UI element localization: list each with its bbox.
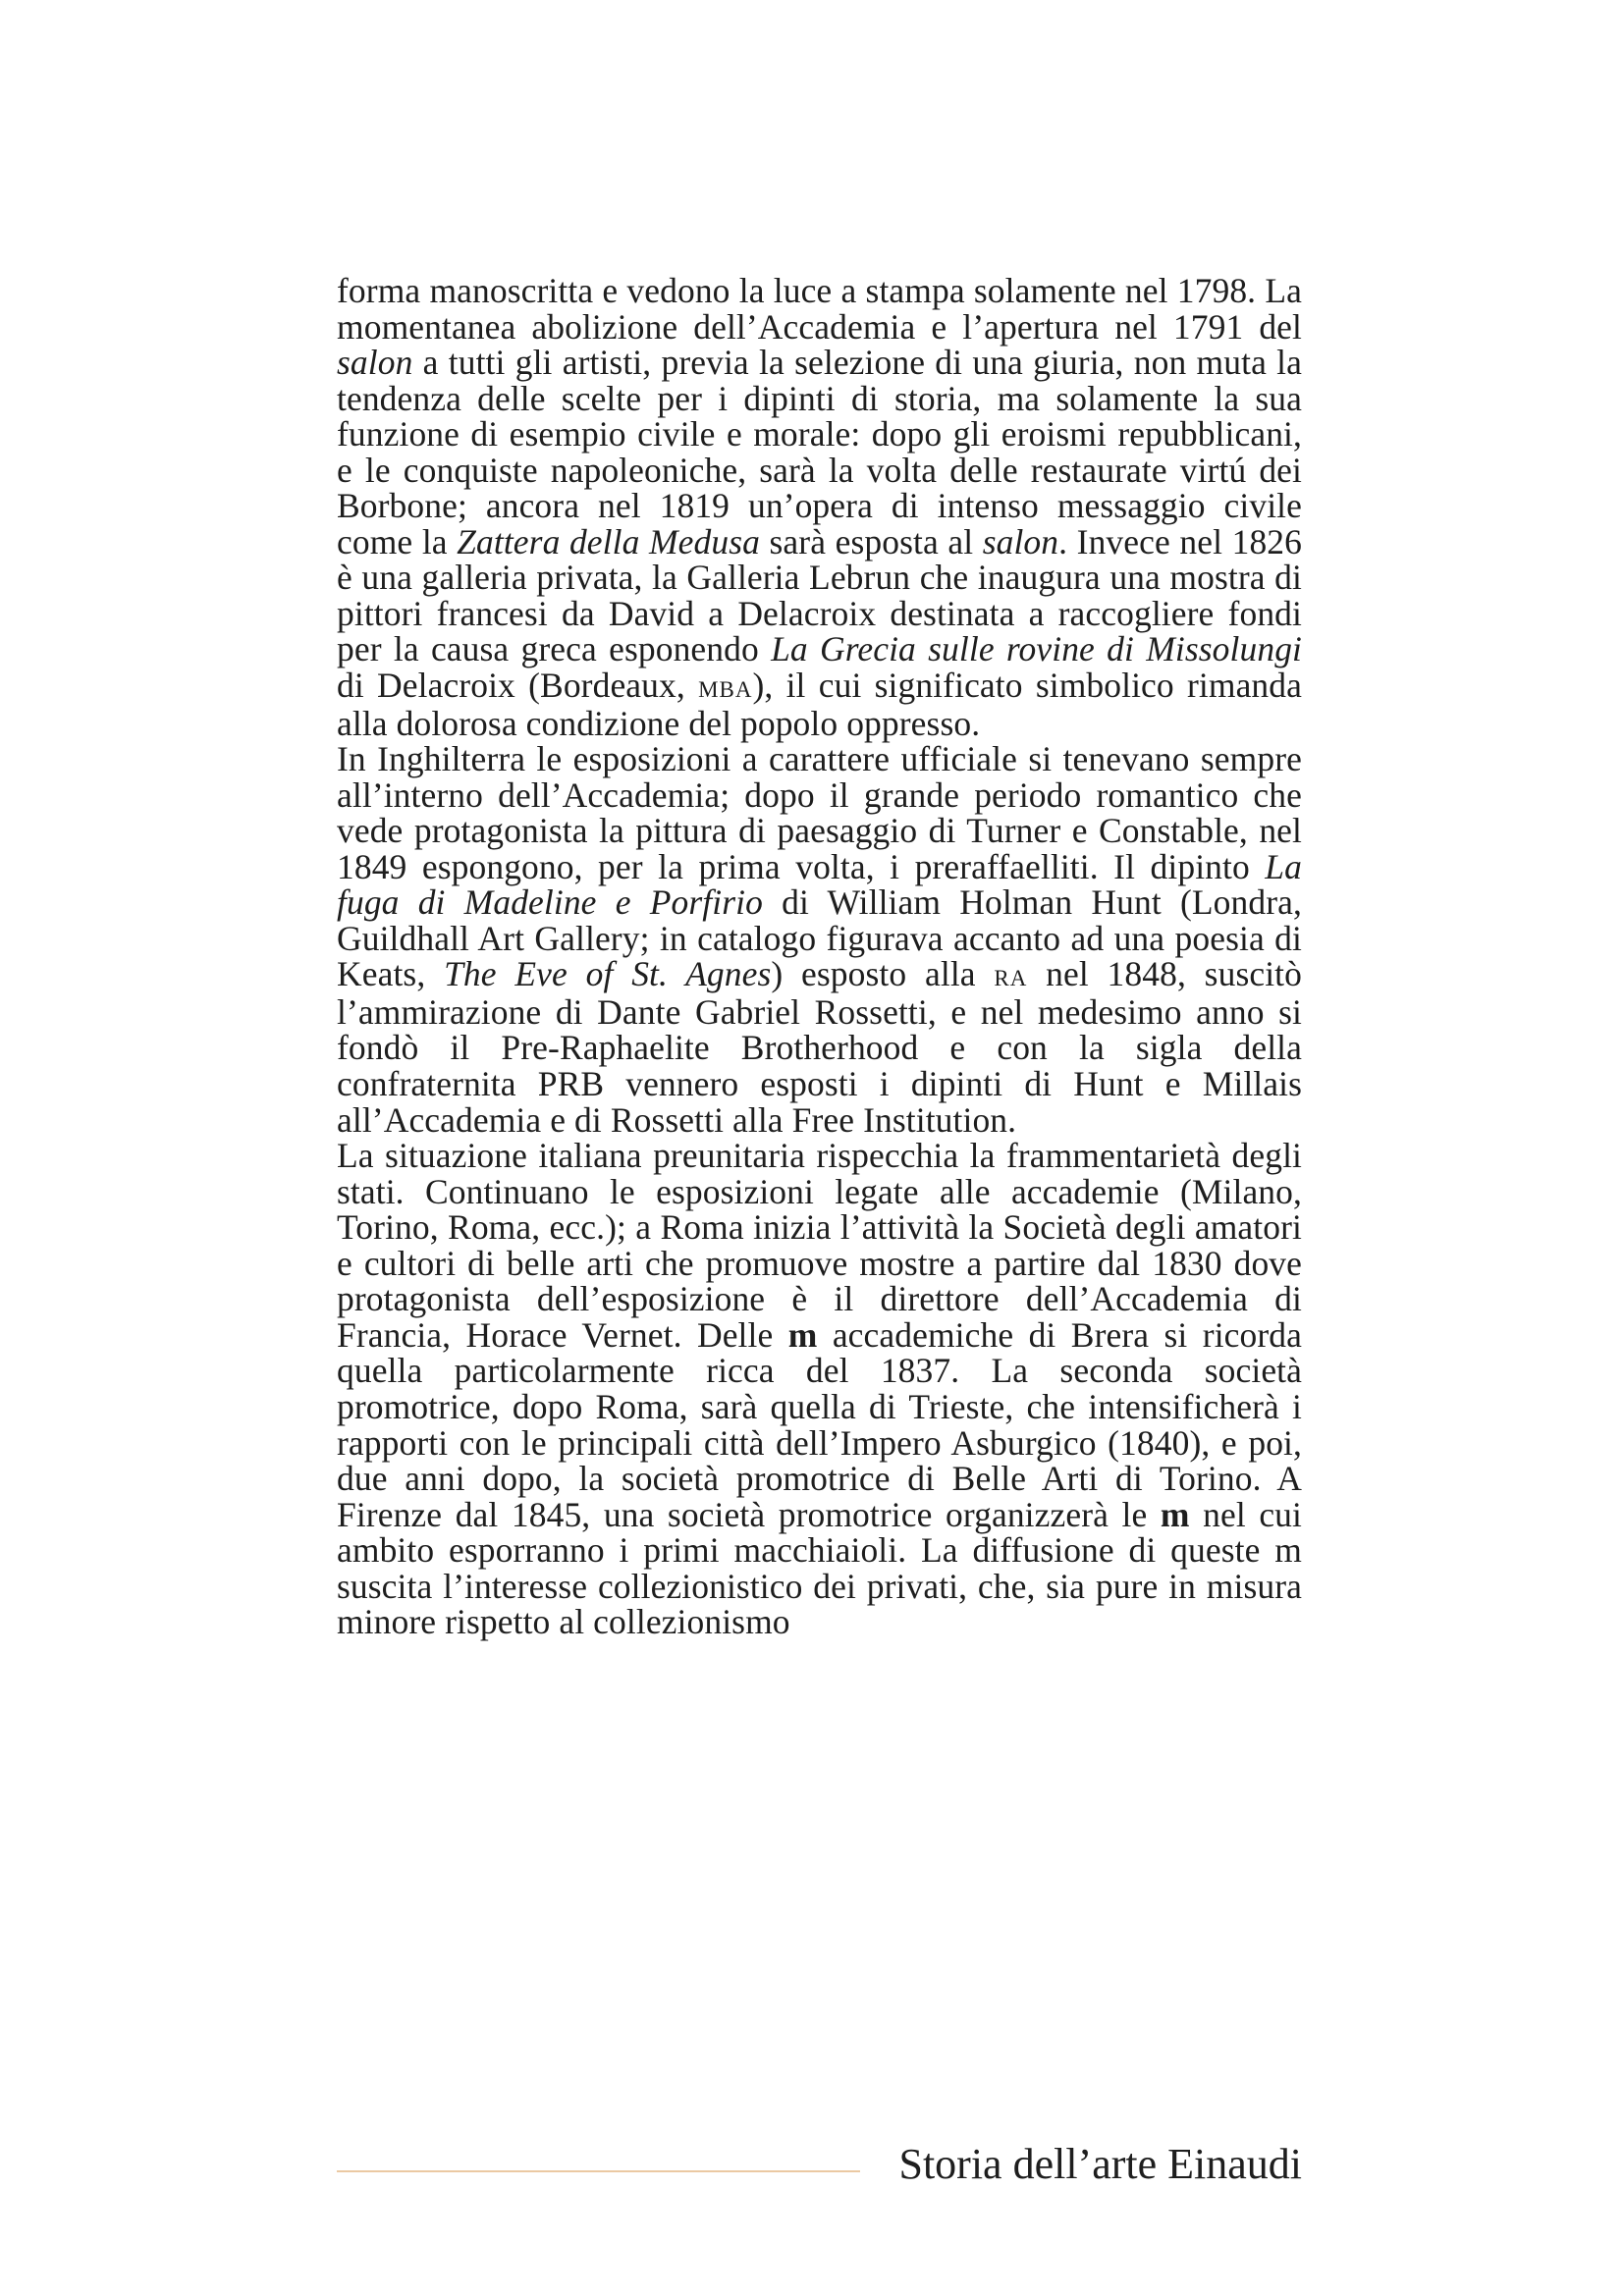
text-segment: La situazione italiana preunitaria rispecchia la frammentarietà degli stati. Continuano le esposizioni legate alle accademie (Milano, Torino, Roma, ecc.); a Roma inizia l’attività la Società degli amatori e cultori di belle arti che promuove mostre a partire dal 1830 dove protagonista dell’esposizione è il direttore dell’Accademia di Francia, Horace Vernet. Delle — [337, 1136, 1302, 1355]
abbreviation: mba — [698, 669, 753, 706]
italic-title: La fuga di Madeline e Porfirio — [337, 846, 1302, 923]
bold-abbreviation: m — [1160, 1494, 1190, 1534]
text-segment: di William Holman Hunt (Londra, Guildhall Art Gallery; in catalogo figurava accanto ad una poesia di Keats, — [337, 882, 1302, 994]
italic-term: salon — [337, 343, 413, 383]
text-segment: di Delacroix (Bordeaux, — [337, 666, 699, 706]
footer-series-title: Storia dell’arte Einaudi — [898, 2140, 1302, 2188]
footer-rule — [337, 2170, 860, 2172]
text-segment: nel 1848, suscitò l’ammirazione di Dante Gabriel Rossetti, e nel medesimo anno si fondò il Pre-Raphaelite Brotherhood e con la sigla della confraternita PRB vennero esposti i dipinti di Hunt e Millais all’Accademia e di Rossetti alla Free Institution. — [337, 954, 1302, 1140]
text-segment: . Invece nel 1826 è una galleria privata, la Galleria Lebrun che inaugura una mostra di pittori francesi da David a Delacroix destinata a raccogliere fondi per la causa greca esponendo — [337, 521, 1302, 669]
paragraph-1 — [337, 273, 1302, 741]
text-segment: sarà esposta al — [759, 521, 983, 561]
bold-abbreviation: m — [787, 1314, 818, 1355]
paragraph-2 — [337, 741, 1302, 1138]
italic-title: La Grecia sulle rovine di Missolungi — [771, 629, 1303, 669]
text-segment: nel cui ambito esporranno i primi macchiaioli. La diffusione di queste m suscita l’interesse collezionistico dei privati, che, sia pure in misura minore rispetto al collezionismo — [337, 1494, 1302, 1642]
text-segment: forma manoscritta e vedono la luce a stampa solamente nel 1798. La momentanea abolizione dell’Accademia e l’apertura nel 1791 del — [337, 271, 1302, 347]
text-segment: ) esposto alla — [771, 954, 995, 994]
italic-title: Zattera della Medusa — [457, 521, 760, 561]
paragraph-3 — [337, 1138, 1302, 1640]
text-segment: accademiche di Brera si ricorda quella particolarmente ricca del 1837. La seconda società promotrice, dopo Roma, sarà quella di Trieste, che intensificherà i rapporti con le principali città dell’Impero Asburgico (1840), e poi, due anni dopo, la società promotrice di Belle Arti di Torino. A Firenze dal 1845, una società promotrice organizzerà le — [337, 1314, 1303, 1534]
text-segment: ), il cui significato simbolico rimanda alla dolorosa condizione del popolo oppresso. — [337, 666, 1302, 743]
text-segment: In Inghilterra le esposizioni a carattere ufficiale si tenevano sempre all’interno dell’Accademia; dopo il grande periodo romantico che vede protagonista la pittura di paesaggio di Turner e Constable, nel 1849 espongono, per la prima volta, i preraffaelliti. Il dipinto — [337, 739, 1302, 886]
text-segment: a tutti gli artisti, previa la selezione di una giuria, non muta la tendenza delle scelte per i dipinti di storia, ma solamente la sua funzione di esempio civile e morale: dopo gli eroismi repubblicani, e le conquiste napoleoniche, sarà la volta delle restaurate virtú dei Borbone; ancora nel 1819 un’opera di intenso messaggio civile come la — [337, 343, 1302, 561]
abbreviation: ra — [994, 958, 1028, 994]
body-text — [337, 273, 1302, 1640]
italic-title: The Eve of St. Agnes — [444, 954, 772, 994]
italic-term: salon — [982, 521, 1059, 561]
